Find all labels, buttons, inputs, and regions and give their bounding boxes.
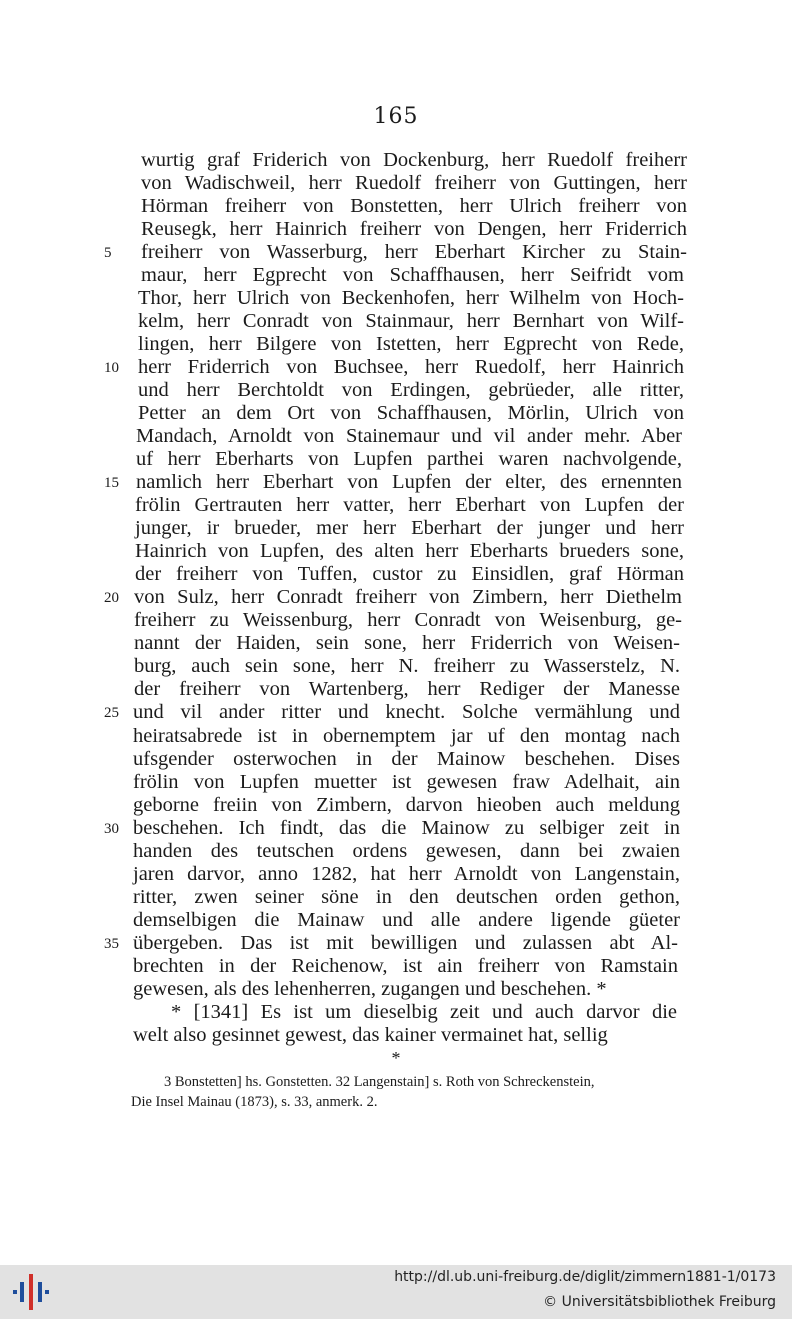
text-line <box>133 701 680 724</box>
text-line <box>135 494 684 517</box>
line-number: 30 <box>104 821 119 837</box>
source-url-link[interactable]: http://dl.ub.uni-freiburg.de/diglit/zimmern1881-1/0173 <box>394 1269 776 1285</box>
text-line <box>134 678 680 701</box>
text-line <box>141 195 687 218</box>
text-line <box>133 725 680 748</box>
text-line <box>141 172 687 195</box>
text-line <box>136 448 682 471</box>
text-line <box>133 955 678 978</box>
text-line-content: freiherr von Wasserburg, herr Eberhart Kircher zu Stain- <box>141 241 687 263</box>
text-line <box>138 356 684 379</box>
text-line-content: frölin Gertrauten herr vatter, herr Eberhart von Lupfen der <box>135 494 684 516</box>
text-line <box>136 425 682 448</box>
text-line <box>133 748 680 771</box>
text-line <box>133 978 653 1001</box>
text-line <box>141 264 684 287</box>
text-line <box>138 379 684 402</box>
text-line <box>171 1001 677 1024</box>
text-line-content: Hainrich von Lupfen, des alten herr Eberharts brueders sone, <box>135 540 684 562</box>
text-line-content: welt also gesinnet gewest, das kainer vermainet hat, sellig <box>133 1024 608 1046</box>
text-line <box>134 655 680 678</box>
text-line <box>135 517 684 540</box>
text-line-content: heiratsabrede ist in obernemptem jar uf den montag nach <box>133 725 680 747</box>
text-line-content: gewesen, als des lehenherren, zugangen und beschehen. * <box>133 978 607 1000</box>
text-line-content: nannt der Haiden, sein sone, herr Friderrich von Weisen- <box>134 632 680 654</box>
text-line-content: frölin von Lupfen muetter ist gewesen fraw Adelhait, ain <box>133 771 680 793</box>
text-line-content: * [1341] Es ist um dieselbig zeit und auch darvor die <box>171 1001 677 1023</box>
text-line-content: der freiherr von Wartenberg, herr Rediger der Manesse <box>134 678 680 700</box>
text-line-content: Reusegk, herr Hainrich freiherr von Dengen, herr Friderrich <box>141 218 687 240</box>
text-line-content: und vil ander ritter und knecht. Solche vermählung und <box>133 701 680 723</box>
text-line-content: ritter, zwen seiner söne in den deutschen orden gethon, <box>133 886 680 908</box>
footnote-line: 3 Bonstetten] hs. Gonstetten. 32 Langenstain] s. Roth von Schreckenstein, <box>164 1074 595 1090</box>
text-line <box>141 241 687 264</box>
text-line-content: Thor, herr Ulrich von Beckenhofen, herr Wilhelm von Hoch- <box>138 287 684 309</box>
text-line-content: brechten in der Reichenow, ist ain freiherr von Ramstain <box>133 955 678 977</box>
text-line-content: freiherr zu Weissenburg, herr Conradt von Weisenburg, ge- <box>134 609 682 631</box>
text-line-content: geborne freiin von Zimbern, darvon hieoben auch meldung <box>133 794 680 816</box>
text-line-content: und herr Berchtoldt von Erdingen, gebrüeder, alle ritter, <box>138 379 684 401</box>
text-line-content: demselbigen die Mainaw und alle andere ligende güeter <box>133 909 680 931</box>
text-line-content: handen des teutschen ordens gewesen, dann bei zwaien <box>133 840 680 862</box>
text-line-content: junger, ir brueder, mer herr Eberhart der junger und herr <box>135 517 684 539</box>
text-line-content: Mandach, Arnoldt von Stainemaur und vil ander mehr. Aber <box>136 425 682 447</box>
text-line-content: wurtig graf Friderich von Dockenburg, herr Ruedolf freiherr <box>141 149 687 171</box>
text-line-content: uf herr Eberharts von Lupfen parthei waren nachvolgende, <box>136 448 682 470</box>
text-line <box>133 863 680 886</box>
text-line <box>138 287 684 310</box>
text-line <box>133 771 680 794</box>
section-asterisk: * <box>391 1048 401 1068</box>
text-line <box>141 218 687 241</box>
text-line-content: jaren darvor, anno 1282, hat herr Arnoldt von Langenstain, <box>133 863 680 885</box>
text-line <box>133 794 680 817</box>
text-line-content: von Sulz, herr Conradt freiherr von Zimbern, herr Diethelm <box>134 586 682 608</box>
text-line <box>134 632 680 655</box>
line-number: 20 <box>104 590 119 606</box>
text-line <box>134 609 682 632</box>
text-line <box>133 886 680 909</box>
footnotes <box>131 1072 676 1112</box>
line-number: 15 <box>104 475 119 491</box>
text-line-content: kelm, herr Conradt von Stainmaur, herr Bernhart von Wilf- <box>138 310 684 332</box>
text-line <box>138 333 684 356</box>
text-line <box>135 540 684 563</box>
page-number: 165 <box>373 104 419 129</box>
text-line <box>133 909 680 932</box>
text-line <box>141 149 687 172</box>
text-line <box>133 840 680 863</box>
footer-bar <box>0 1265 792 1319</box>
copyright-notice: © Universitätsbibliothek Freiburg <box>543 1294 776 1310</box>
text-line <box>135 563 684 586</box>
text-line <box>133 817 680 840</box>
text-line-content: beschehen. Ich findt, das die Mainow zu selbiger zeit in <box>133 817 680 839</box>
text-line-content: herr Friderrich von Buchsee, herr Ruedolf, herr Hainrich <box>138 356 684 378</box>
ub-freiburg-logo-icon[interactable] <box>9 1274 51 1310</box>
text-line-content: der freiherr von Tuffen, custor zu Einsidlen, graf Hörman <box>135 563 684 585</box>
text-line-content: übergeben. Das ist mit bewilligen und zulassen abt Al- <box>133 932 678 954</box>
text-line <box>138 310 684 333</box>
text-line <box>133 932 678 955</box>
text-line-content: maur, herr Egprecht von Schaffhausen, herr Seifridt vom <box>141 264 684 286</box>
text-line-content: von Wadischweil, herr Ruedolf freiherr von Guttingen, herr <box>141 172 687 194</box>
text-line-content: ufsgender osterwochen in der Mainow beschehen. Dises <box>133 748 680 770</box>
line-number: 35 <box>104 936 119 952</box>
text-line <box>134 586 682 609</box>
text-line-content: namlich herr Eberhart von Lupfen der elter, des ernennten <box>136 471 682 493</box>
line-number: 25 <box>104 705 119 721</box>
text-line <box>133 1024 679 1047</box>
footnote-line: Die Insel Mainau (1873), s. 33, anmerk. 2. <box>131 1094 378 1110</box>
text-line-content: Hörman freiherr von Bonstetten, herr Ulrich freiherr von <box>141 195 687 217</box>
text-line-content: burg, auch sein sone, herr N. freiherr zu Wasserstelz, N. <box>134 655 680 677</box>
text-line <box>138 402 684 425</box>
text-line <box>136 471 682 494</box>
text-line-content: lingen, herr Bilgere von Istetten, herr Egprecht von Rede, <box>138 333 684 355</box>
text-line-content: Petter an dem Ort von Schaffhausen, Mörlin, Ulrich von <box>138 402 684 424</box>
line-number: 10 <box>104 360 119 376</box>
line-number: 5 <box>104 245 112 261</box>
